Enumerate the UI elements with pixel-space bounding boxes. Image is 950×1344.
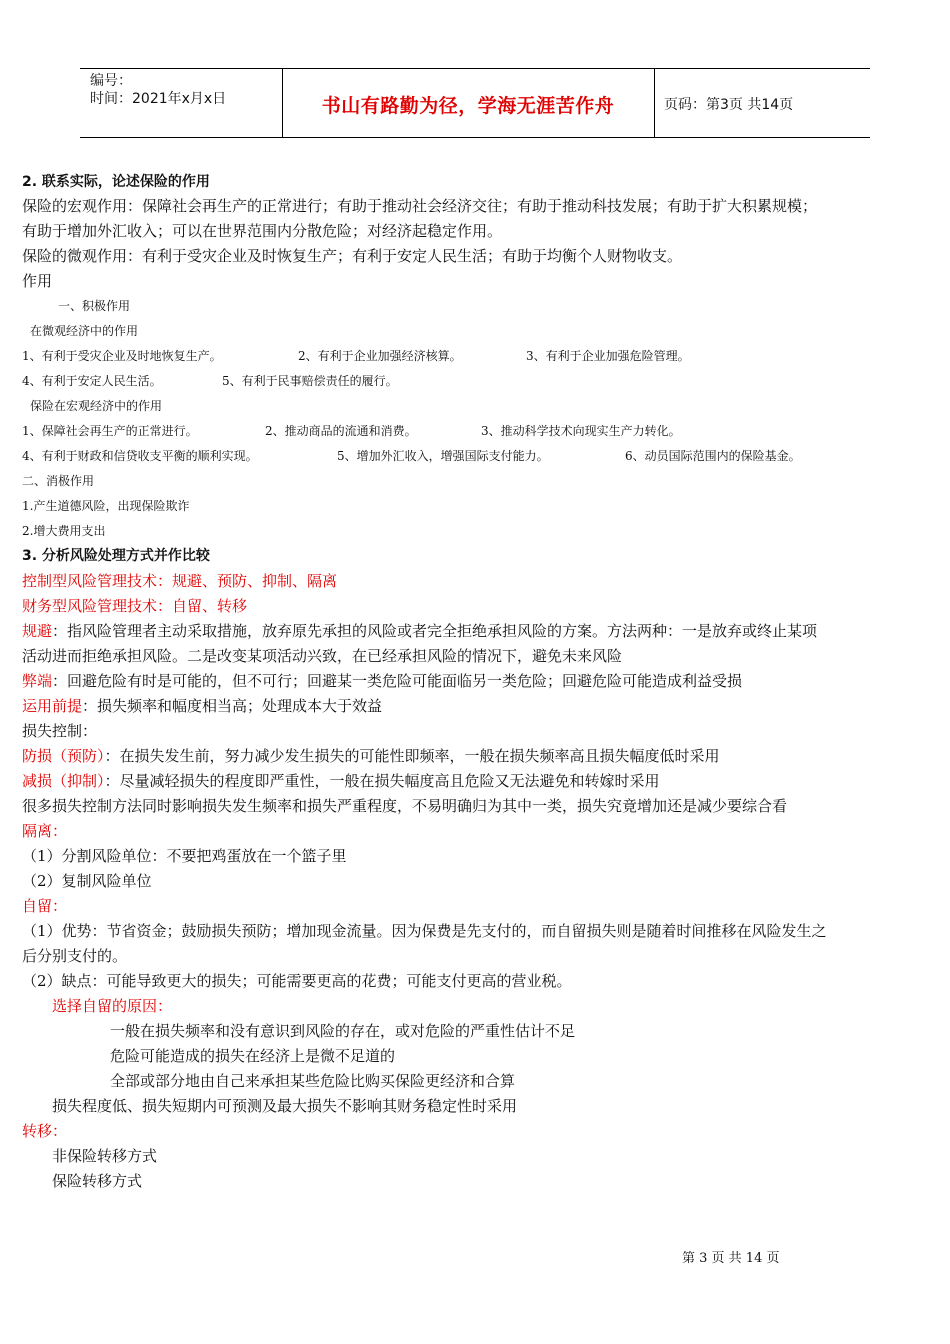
motto-text: 书山有路勤为径，学海无涯苦作舟	[321, 95, 615, 117]
isolation-item-2: （2）复制风险单位	[22, 872, 152, 890]
drawback-text: ：回避危险有时是可能的，但不可行；回避某一类危险可能面临另一类危险；回避危险可能造成利益受损	[52, 672, 743, 690]
macro-items-row-1	[22, 422, 681, 439]
prevention-text: ：在损失发生前，努力减少发生损失的可能性即频率，一般在损失频率高且损失幅度低时采用	[104, 747, 720, 765]
micro-role-line: 保险的微观作用：有利于受灾企业及时恢复生产；有利于安定人民生活；有助于均衡个人财物收支。	[22, 247, 683, 265]
drawback-line	[22, 670, 742, 691]
macro-role-line-1: 保险的宏观作用：保障社会再生产的正常进行；有助于推动社会经济交往；有助于推动科技发展；有助于扩大积累规模；	[22, 197, 818, 215]
reduction-label: 减损（抑制）	[22, 772, 105, 790]
macro-item: 1、保障社会再生产的正常进行。	[22, 424, 198, 438]
header-motto-cell	[282, 69, 655, 137]
question-3-title: 3. 分析风险处理方式并作比较	[22, 548, 210, 564]
retention-advantage-line-2: 后分别支付的。	[22, 947, 128, 965]
micro-item: 3、有利于企业加强危险管理。	[526, 349, 690, 363]
prevention-label: 防损（预防）	[22, 747, 105, 765]
positive-role-heading: 一、积极作用	[58, 299, 131, 313]
micro-item: 5、有利于民事赔偿责任的履行。	[222, 374, 398, 388]
retention-reason-heading: 选择自留的原因：	[52, 997, 173, 1015]
macro-item: 6、动员国际范围内的保险基金。	[625, 449, 801, 463]
avoidance-label: 规避	[22, 622, 53, 640]
prevention-line	[22, 745, 720, 766]
reduction-text: ：尽量减轻损失的程度即严重性，一般在损失幅度高且危险又无法避免和转嫁时采用	[104, 772, 660, 790]
negative-item-1: 1.产生道德风险，出现保险欺诈	[22, 499, 190, 513]
page-footer: 第 3 页 共 14 页	[682, 1251, 780, 1266]
macro-items-row-2	[22, 447, 801, 464]
avoidance-line-2: 活动进而拒绝承担风险。二是改变某项活动兴致，在已经承担风险的情况下，避免未来风险	[22, 647, 623, 665]
control-technique-line: 控制型风险管理技术：规避、预防、抑制、隔离	[22, 572, 338, 590]
negative-item-2: 2.增大费用支出	[22, 524, 106, 538]
retention-reason-4: 损失程度低、损失短期内可预测及最大损失不影响其财务稳定性时采用	[52, 1097, 518, 1115]
macro-economy-heading: 保险在宏观经济中的作用	[30, 399, 163, 413]
premise-line	[22, 695, 382, 716]
macro-item: 5、增加外汇收入，增强国际支付能力。	[337, 449, 549, 463]
retention-reason-1: 一般在损失频率和没有意识到风险的存在，或对危险的严重性估计不足	[110, 1022, 576, 1040]
micro-item: 1、有利于受灾企业及时地恢复生产。	[22, 349, 222, 363]
drawback-label: 弊端	[22, 672, 53, 690]
reduction-line	[22, 770, 660, 791]
header-left-cell	[80, 69, 283, 137]
many-methods-line: 很多损失控制方法同时影响损失发生频率和损失严重程度，不易明确归为其中一类，损失究竟增加还是减少要综合看	[22, 797, 788, 815]
micro-items-row-1	[22, 347, 690, 364]
retention-label: 自留：	[22, 897, 68, 915]
transfer-label: 转移：	[22, 1122, 68, 1140]
micro-economy-heading: 在微观经济中的作用	[30, 324, 139, 338]
code-label: 编号：	[90, 73, 132, 89]
avoidance-line-1	[22, 620, 817, 641]
finance-technique-line: 财务型风险管理技术：自留、转移	[22, 597, 248, 615]
retention-reason-2: 危险可能造成的损失在经济上是微不足道的	[110, 1047, 396, 1065]
retention-disadvantage-line: （2）缺点：可能导致更大的损失；可能需要更高的花费；可能支付更高的营业税。	[22, 972, 572, 990]
negative-role-heading: 二、消极作用	[22, 474, 95, 488]
macro-item: 2、推动商品的流通和消费。	[265, 424, 417, 438]
micro-items-row-2	[22, 372, 398, 389]
retention-advantage-line-1: （1）优势：节省资金；鼓励损失预防；增加现金流量。因为保费是先支付的，而自留损失则是随着时间推移在风险发生之	[22, 922, 827, 940]
date-label: 时间：2021年x月x日	[90, 91, 227, 107]
micro-item: 4、有利于安定人民生活。	[22, 374, 162, 388]
retention-reason-3: 全部或部分地由自己来承担某些危险比购买保险更经济和合算	[110, 1072, 516, 1090]
isolation-label: 隔离：	[22, 822, 68, 840]
role-title: 作用	[22, 272, 53, 290]
macro-item: 3、推动科学技术向现实生产力转化。	[481, 424, 681, 438]
transfer-item-1: 非保险转移方式	[52, 1147, 158, 1165]
header-page-info: 页码：第3页 共14页	[664, 97, 794, 113]
transfer-item-2: 保险转移方式	[52, 1172, 143, 1190]
loss-control-heading: 损失控制：	[22, 722, 98, 740]
document-header	[80, 68, 870, 138]
question-2-title: 2. 联系实际，论述保险的作用	[22, 174, 210, 190]
avoidance-text: ：指风险管理者主动采取措施，放弃原先承担的风险或者完全拒绝承担风险的方案。方法两种：一是放弃或终止某项	[52, 622, 818, 640]
premise-text: ：损失频率和幅度相当高；处理成本大于效益	[82, 697, 383, 715]
isolation-item-1: （1）分割风险单位：不要把鸡蛋放在一个篮子里	[22, 847, 347, 865]
header-page-cell	[654, 69, 870, 137]
macro-role-line-2: 有助于增加外汇收入；可以在世界范围内分散危险；对经济起稳定作用。	[22, 222, 503, 240]
micro-item: 2、有利于企业加强经济核算。	[298, 349, 462, 363]
macro-item: 4、有利于财政和信贷收支平衡的顺利实现。	[22, 449, 258, 463]
premise-label: 运用前提	[22, 697, 83, 715]
